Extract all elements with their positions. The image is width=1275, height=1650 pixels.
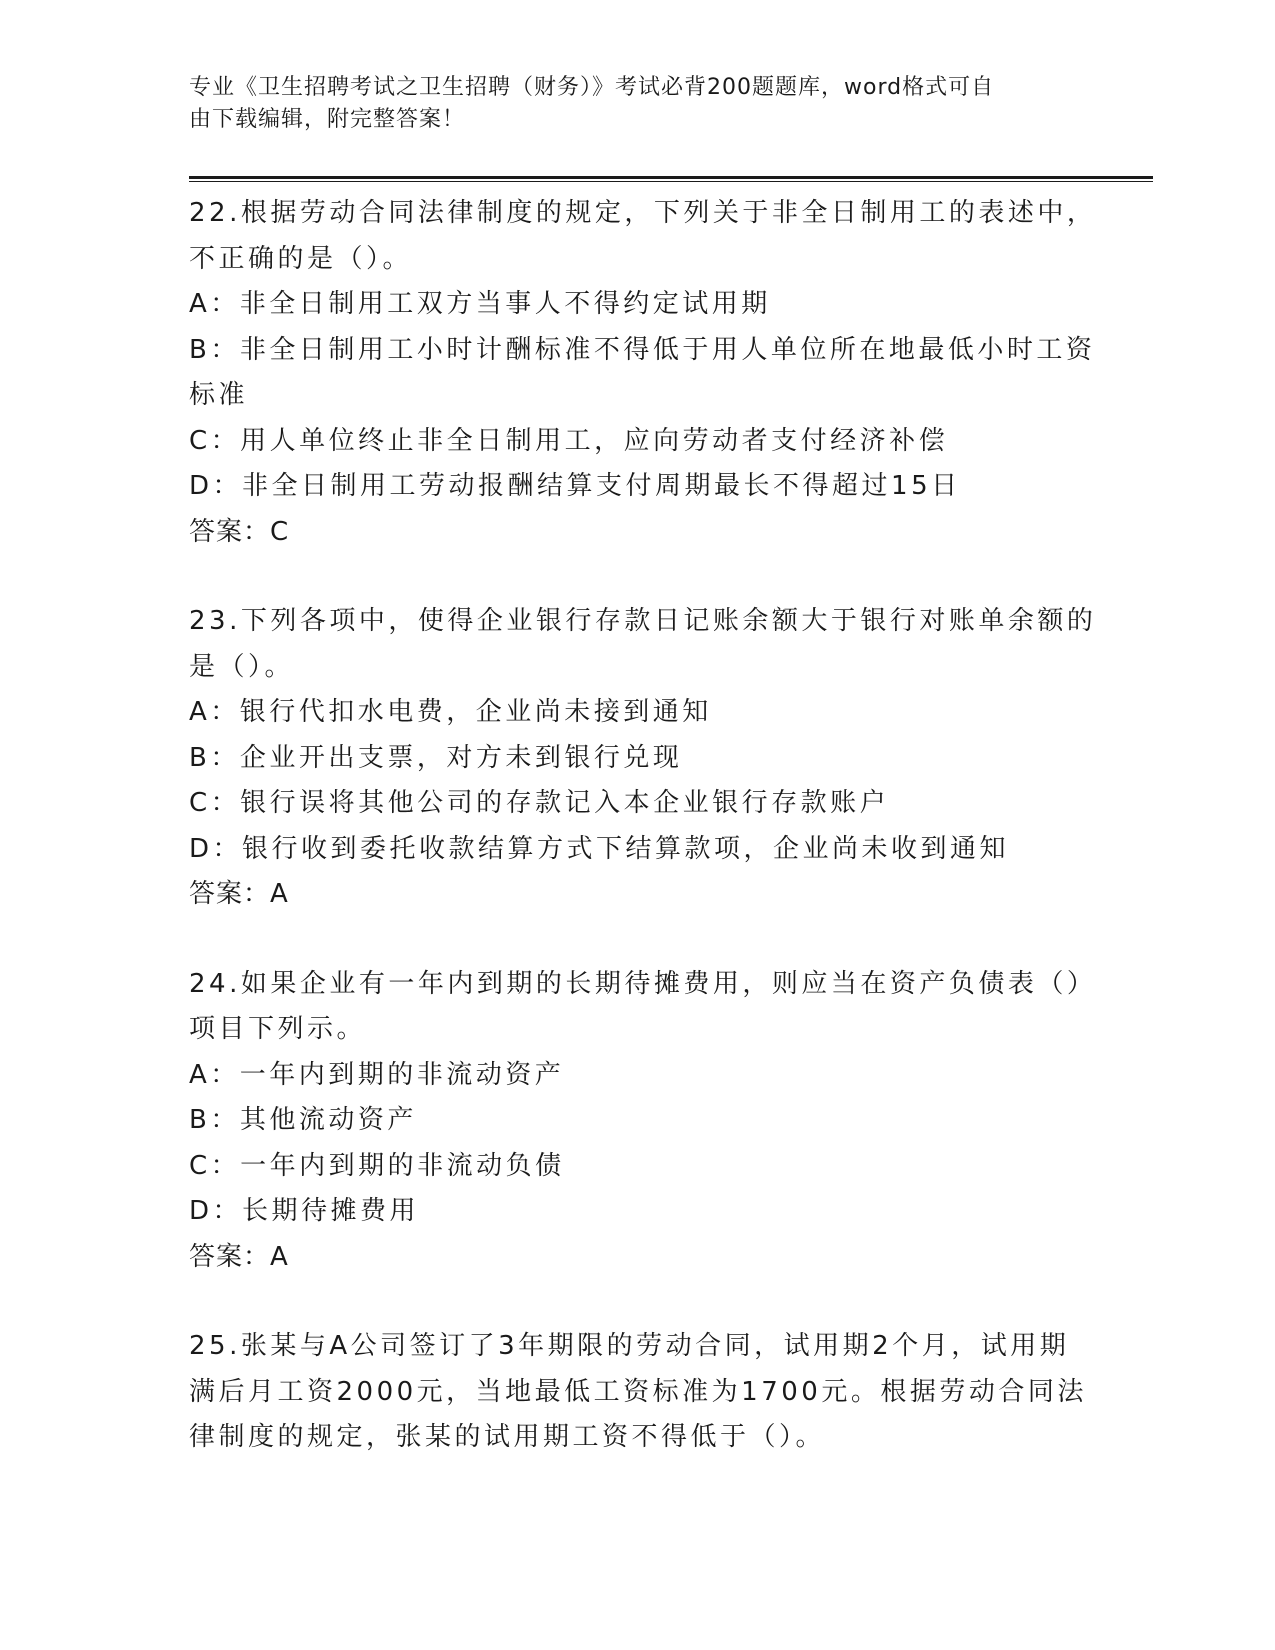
header-divider-thick [189,176,1153,179]
answer: 答案：A [189,1241,289,1272]
option-a: A：非全日制用工双方当事人不得约定试用期 [189,289,771,319]
question-stem: 25.张某与A公司签订了3年期限的劳动合同，试用期2个月，试用期 [189,1331,1070,1361]
header-line-2: 由下载编辑，附完整答案！ [189,107,466,132]
option-b-cont: 标准 [189,380,249,410]
question-stem-cont: 满后月工资2000元，当地最低工资标准为1700元。根据劳动合同法 [189,1376,1087,1407]
answer: 答案：A [189,879,289,909]
option-c: C：用人单位终止非全日制用工，应向劳动者支付经济补偿 [189,425,949,456]
option-d: D：银行收到委托收款结算方式下结算款项，企业尚未收到通知 [189,833,1010,864]
option-a: A：一年内到期的非流动资产 [189,1059,565,1090]
question-stem-cont: 不正确的是（）。 [189,243,413,274]
question-23 [189,599,1097,918]
question-stem: 24.如果企业有一年内到期的长期待摊费用，则应当在资产负债表（） [189,968,1097,999]
option-c: C：银行误将其他公司的存款记入本企业银行存款账户 [189,788,890,818]
question-stem-cont: 律制度的规定，张某的试用期工资不得低于（）。 [189,1422,826,1452]
option-d: D：长期待摊费用 [189,1196,420,1226]
question-24 [189,962,1097,1281]
answer: 答案：C [189,516,290,547]
header-line-1: 专业《卫生招聘考试之卫生招聘（财务）》考试必背200题题库，word格式可自 [189,75,995,100]
question-stem: 23.下列各项中，使得企业银行存款日记账余额大于银行对账单余额的 [189,606,1097,636]
question-stem-cont: 项目下列示。 [189,1014,367,1044]
header-divider-thin [189,181,1153,182]
option-c: C：一年内到期的非流动负债 [189,1150,565,1181]
option-d: D：非全日制用工劳动报酬结算支付周期最长不得超过15日 [189,471,961,501]
option-b: B：企业开出支票，对方未到银行兑现 [189,742,683,773]
question-22 [189,191,1097,555]
option-b: B：非全日制用工小时计酬标准不得低于用人单位所在地最低小时工资 [189,334,1096,365]
document-header [189,72,1069,136]
question-list [189,191,1097,1505]
option-b: B：其他流动资产 [189,1105,417,1135]
question-25 [189,1324,1089,1461]
question-stem-cont: 是（）。 [189,651,295,682]
option-a: A：银行代扣水电费，企业尚未接到通知 [189,697,712,727]
question-stem: 22.根据劳动合同法律制度的规定，下列关于非全日制用工的表述中， [189,198,1097,228]
